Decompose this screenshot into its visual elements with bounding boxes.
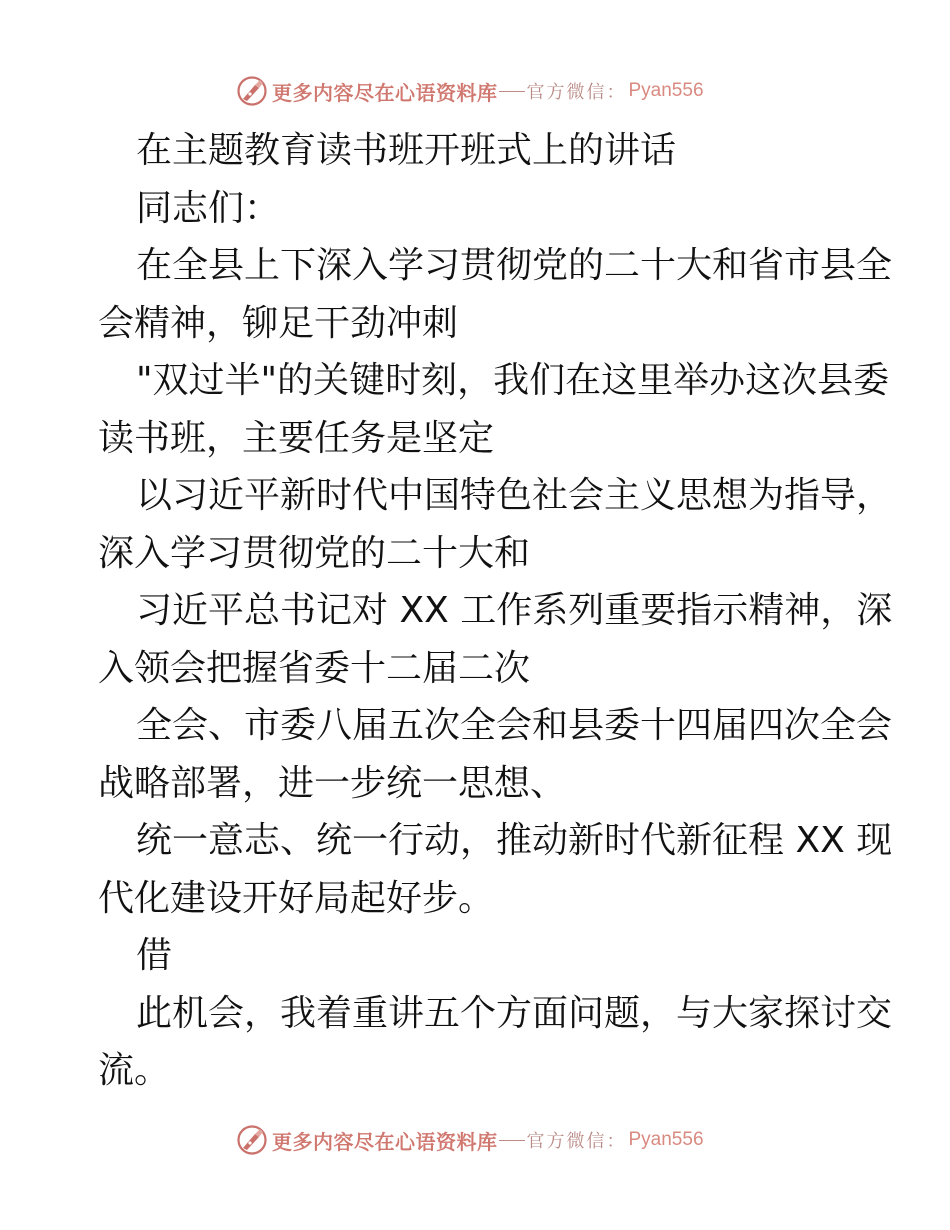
salutation: 同志们： <box>136 187 281 229</box>
brand-text: 更多内容尽在心语资料库 <box>272 1129 498 1154</box>
body-line: 全会、市委八届五次全会和县委十四届四次全会 <box>136 705 893 746</box>
dash-divider <box>499 91 525 92</box>
footer-watermark <box>236 1122 704 1158</box>
body-line: 代化建设开好局起好步。 <box>98 877 495 919</box>
body-line: 在全县上下深入学习贯彻党的二十大和省市县全 <box>136 245 893 286</box>
body-line: 流。 <box>98 1050 171 1091</box>
body-line: 入领会把握省委十二届二次 <box>98 647 531 689</box>
wechat-id: Pyan556 <box>628 1129 704 1150</box>
body-line: 以习近平新时代中国特色社会主义思想为指导， <box>136 475 893 516</box>
dash-divider <box>499 1140 525 1141</box>
wechat-id: Pyan556 <box>628 80 704 101</box>
official-wechat-label: 官方微信： <box>526 1131 627 1152</box>
body-line: 习近平总书记对 XX 工作系列重要指示精神，深 <box>136 590 893 631</box>
body-line: 战略部署，进一步统一思想、 <box>98 762 567 804</box>
header-watermark <box>236 73 704 109</box>
brand-text: 更多内容尽在心语资料库 <box>272 80 498 105</box>
pen-nib-logo-icon <box>236 75 268 107</box>
body-line: 统一意志、统一行动，推动新时代新征程 XX 现 <box>136 820 893 861</box>
body-line: "双过半"的关键时刻，我们在这里举办这次县委 <box>136 360 890 401</box>
body-line: 深入学习贯彻党的二十大和 <box>98 532 531 574</box>
official-wechat-label: 官方微信： <box>526 82 627 103</box>
body-line: 会精神，铆足干劲冲刺 <box>98 302 459 344</box>
document-title: 在主题教育读书班开班式上的讲话 <box>136 130 677 171</box>
body-line: 读书班，主要任务是坚定 <box>98 417 495 459</box>
body-line: 借 <box>136 935 173 976</box>
body-line: 此机会，我着重讲五个方面问题，与大家探讨交 <box>136 992 893 1034</box>
pen-nib-logo-icon <box>236 1124 268 1156</box>
document-body <box>98 122 893 1100</box>
